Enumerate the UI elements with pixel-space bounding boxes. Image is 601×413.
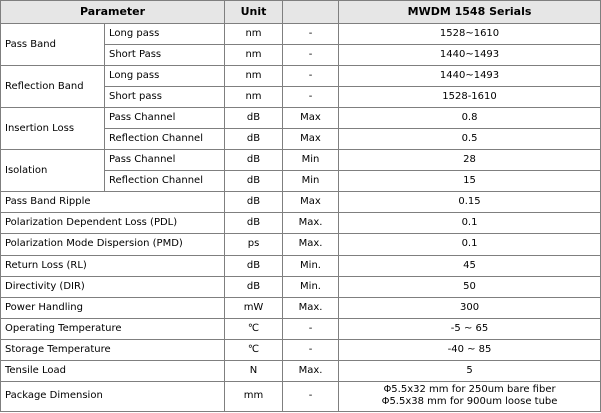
condition-cell: Min. xyxy=(283,276,339,297)
header-unit: Unit xyxy=(225,1,283,24)
param-cell: Polarization Mode Dispersion (PMD) xyxy=(1,234,225,255)
unit-cell: dB xyxy=(225,108,283,129)
value-cell: 0.1 xyxy=(339,234,601,255)
param-insertion-loss: Insertion Loss xyxy=(1,108,105,150)
value-cell: 15 xyxy=(339,171,601,192)
value-cell: 28 xyxy=(339,150,601,171)
value-cell: 0.1 xyxy=(339,213,601,234)
package-line-2: Φ5.5x38 mm for 900um loose tube xyxy=(381,396,558,408)
condition-cell: Min xyxy=(283,150,339,171)
value-cell: 0.8 xyxy=(339,108,601,129)
condition-cell: Max. xyxy=(283,234,339,255)
condition-cell: Max. xyxy=(283,297,339,318)
value-cell: 0.15 xyxy=(339,192,601,213)
table-row xyxy=(1,192,601,213)
unit-cell: dB xyxy=(225,171,283,192)
table-row xyxy=(1,360,601,381)
sub-param: Reflection Channel xyxy=(105,129,225,150)
param-cell: Polarization Dependent Loss (PDL) xyxy=(1,213,225,234)
condition-cell: Min xyxy=(283,171,339,192)
condition-cell: Max xyxy=(283,108,339,129)
package-line-1: Φ5.5x32 mm for 250um bare fiber xyxy=(383,384,556,396)
param-cell: Operating Temperature xyxy=(1,318,225,339)
table-row xyxy=(1,318,601,339)
unit-cell: N xyxy=(225,360,283,381)
value-cell: 1440~1493 xyxy=(339,45,601,66)
unit-cell: dB xyxy=(225,129,283,150)
condition-cell: - xyxy=(283,66,339,87)
sub-param: Pass Channel xyxy=(105,150,225,171)
table-row xyxy=(1,24,601,45)
header-spec: MWDM 1548 Serials xyxy=(339,1,601,24)
table-row xyxy=(1,255,601,276)
unit-cell: nm xyxy=(225,66,283,87)
table-row xyxy=(1,234,601,255)
unit-cell: dB xyxy=(225,213,283,234)
param-reflection-band: Reflection Band xyxy=(1,66,105,108)
unit-cell: nm xyxy=(225,24,283,45)
condition-cell: - xyxy=(283,318,339,339)
unit-cell: dB xyxy=(225,150,283,171)
unit-cell: nm xyxy=(225,87,283,108)
condition-cell: Min. xyxy=(283,255,339,276)
table-row xyxy=(1,213,601,234)
param-isolation: Isolation xyxy=(1,150,105,192)
table-row xyxy=(1,150,601,171)
value-cell: 300 xyxy=(339,297,601,318)
unit-cell: ℃ xyxy=(225,339,283,360)
table-row xyxy=(1,276,601,297)
value-cell: 5 xyxy=(339,360,601,381)
table-row xyxy=(1,66,601,87)
sub-param: Pass Channel xyxy=(105,108,225,129)
table-row xyxy=(1,108,601,129)
sub-param: Short Pass xyxy=(105,45,225,66)
header-row xyxy=(1,1,601,24)
param-pass-band: Pass Band xyxy=(1,24,105,66)
value-cell: 45 xyxy=(339,255,601,276)
unit-cell: ps xyxy=(225,234,283,255)
param-package-dimension: Package Dimension xyxy=(1,381,225,411)
sub-param: Long pass xyxy=(105,66,225,87)
value-cell: -40 ~ 85 xyxy=(339,339,601,360)
unit-cell: dB xyxy=(225,255,283,276)
value-cell: 0.5 xyxy=(339,129,601,150)
unit-cell: ℃ xyxy=(225,318,283,339)
header-parameter: Parameter xyxy=(1,1,225,24)
sub-param: Reflection Channel xyxy=(105,171,225,192)
condition-cell: - xyxy=(283,87,339,108)
condition-cell: - xyxy=(283,24,339,45)
value-cell: 1528-1610 xyxy=(339,87,601,108)
sub-param: Short pass xyxy=(105,87,225,108)
unit-cell: dB xyxy=(225,192,283,213)
condition-cell: Max xyxy=(283,129,339,150)
table-row xyxy=(1,339,601,360)
condition-cell: - xyxy=(283,381,339,411)
package-value-cell xyxy=(339,381,601,411)
condition-cell: Max xyxy=(283,192,339,213)
param-cell: Pass Band Ripple xyxy=(1,192,225,213)
param-cell: Storage Temperature xyxy=(1,339,225,360)
unit-cell: nm xyxy=(225,45,283,66)
condition-cell: - xyxy=(283,339,339,360)
sub-param: Long pass xyxy=(105,24,225,45)
value-cell: -5 ~ 65 xyxy=(339,318,601,339)
param-cell: Power Handling xyxy=(1,297,225,318)
table-row xyxy=(1,297,601,318)
condition-cell: Max. xyxy=(283,360,339,381)
unit-cell: mm xyxy=(225,381,283,411)
param-cell: Tensile Load xyxy=(1,360,225,381)
header-condition xyxy=(283,1,339,24)
unit-cell: dB xyxy=(225,276,283,297)
condition-cell: - xyxy=(283,45,339,66)
value-cell: 50 xyxy=(339,276,601,297)
table-row xyxy=(1,381,601,411)
param-cell: Return Loss (RL) xyxy=(1,255,225,276)
unit-cell: mW xyxy=(225,297,283,318)
condition-cell: Max. xyxy=(283,213,339,234)
param-cell: Directivity (DIR) xyxy=(1,276,225,297)
value-cell: 1440~1493 xyxy=(339,66,601,87)
value-cell: 1528~1610 xyxy=(339,24,601,45)
